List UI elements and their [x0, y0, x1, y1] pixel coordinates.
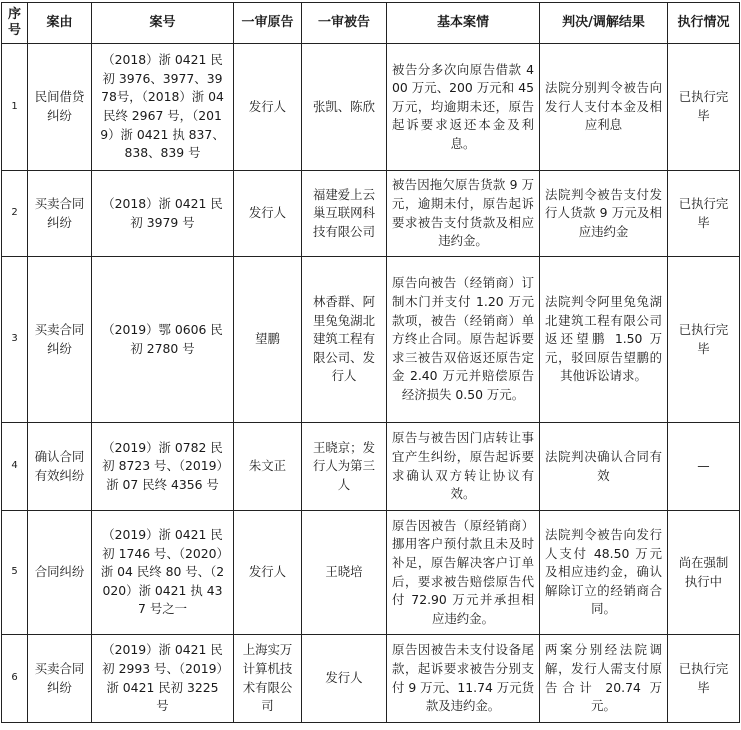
cell-basic: 原告向被告（经销商）订制木门并支付 1.20 万元款项，被告（经销商）单方终止合同。原告起诉要求三被告双倍返还原告定金 2.40 万元并赔偿原告经济损失 0.50 万元。 — [387, 257, 540, 423]
table-row — [2, 44, 740, 171]
cell-case-no: （2018）浙 0421 民初 3979 号 — [92, 171, 234, 257]
header-cause: 案由 — [28, 3, 92, 44]
cell-execution: 已执行完毕 — [668, 635, 740, 723]
header-defendant: 一审被告 — [302, 3, 387, 44]
cell-judgement: 法院判决确认合同有效 — [540, 423, 668, 511]
cell-case-no: （2019）浙 0421 民初 1746 号、（2020）浙 04 民终 80 号、（2020）浙 0421 执 437 号之一 — [92, 511, 234, 635]
cell-basic: 原告因被告（原经销商）挪用客户预付款且未及时补足，原告解决客户订单后，要求被告赔偿原告代付 72.90 万元并承担相应违约金。 — [387, 511, 540, 635]
cell-seq: 2 — [2, 171, 28, 257]
cell-execution: 已执行完毕 — [668, 257, 740, 423]
cell-cause: 买卖合同纠纷 — [28, 257, 92, 423]
cell-plaintiff: 发行人 — [234, 511, 302, 635]
cell-defendant: 发行人 — [302, 635, 387, 723]
table-header-row — [2, 3, 740, 44]
cell-execution: 已执行完毕 — [668, 171, 740, 257]
cell-seq: 3 — [2, 257, 28, 423]
cell-basic: 被告因拖欠原告货款 9 万元，逾期未付，原告起诉要求被告支付货款及相应违约金。 — [387, 171, 540, 257]
cell-case-no: （2019）浙 0782 民初 8723 号、（2019）浙 07 民终 4356 号 — [92, 423, 234, 511]
cell-seq: 5 — [2, 511, 28, 635]
cell-seq: 1 — [2, 44, 28, 171]
header-plaintiff: 一审原告 — [234, 3, 302, 44]
cell-defendant: 王晓京；发行人为第三人 — [302, 423, 387, 511]
cell-defendant: 福建爱上云巢互联网科技有限公司 — [302, 171, 387, 257]
cell-judgement: 法院分别判令被告向发行人支付本金及相应利息 — [540, 44, 668, 171]
cell-basic: 原告因被告未支付设备尾款，起诉要求被告分别支付 9 万元、11.74 万元货款及违约金。 — [387, 635, 540, 723]
table-row — [2, 511, 740, 635]
cell-case-no: （2018）浙 0421 民初 3976、3977、3978号，（2018）浙 04民终 2967 号，（2019）浙 0421 执 837、838、839 号 — [92, 44, 234, 171]
cell-case-no: （2019）浙 0421 民初 2993 号、（2019）浙 0421 民初 3225 号 — [92, 635, 234, 723]
cell-cause: 买卖合同纠纷 — [28, 635, 92, 723]
cell-seq: 4 — [2, 423, 28, 511]
cell-cause: 民间借贷纠纷 — [28, 44, 92, 171]
table-row — [2, 423, 740, 511]
header-judgement: 判决/调解结果 — [540, 3, 668, 44]
cell-judgement: 法院判令被告向发行人支付 48.50 万元及相应违约金，确认解除订立的经销商合同。 — [540, 511, 668, 635]
cell-judgement: 法院判令被告支付发行人货款 9 万元及相应违约金 — [540, 171, 668, 257]
cell-plaintiff: 发行人 — [234, 171, 302, 257]
cell-defendant: 王晓培 — [302, 511, 387, 635]
cell-plaintiff: 朱文正 — [234, 423, 302, 511]
cell-judgement: 法院判令阿里兔兔湖北建筑工程有限公司返还望鹏 1.50 万元，驳回原告望鹏的其他诉讼请求。 — [540, 257, 668, 423]
cell-execution: — — [668, 423, 740, 511]
cell-cause: 确认合同有效纠纷 — [28, 423, 92, 511]
cell-execution: 尚在强制执行中 — [668, 511, 740, 635]
cell-cause: 合同纠纷 — [28, 511, 92, 635]
table-row — [2, 635, 740, 723]
header-case-no: 案号 — [92, 3, 234, 44]
cell-plaintiff: 望鹏 — [234, 257, 302, 423]
cell-defendant: 张凯、陈欣 — [302, 44, 387, 171]
cell-basic: 被告分多次向原告借款 400 万元、200 万元和 45 万元，均逾期未还，原告起诉要求返还本金及利息。 — [387, 44, 540, 171]
cell-defendant: 林香群、阿里兔兔湖北建筑工程有限公司、发行人 — [302, 257, 387, 423]
cell-basic: 原告与被告因门店转让事宜产生纠纷，原告起诉要求确认双方转让协议有效。 — [387, 423, 540, 511]
header-basic: 基本案情 — [387, 3, 540, 44]
litigation-table — [1, 2, 740, 723]
header-execution: 执行情况 — [668, 3, 740, 44]
header-seq: 序号 — [2, 3, 28, 44]
cell-cause: 买卖合同纠纷 — [28, 171, 92, 257]
cell-case-no: （2019）鄂 0606 民初 2780 号 — [92, 257, 234, 423]
cell-plaintiff: 上海实万计算机技术有限公司 — [234, 635, 302, 723]
cell-plaintiff: 发行人 — [234, 44, 302, 171]
table-row — [2, 171, 740, 257]
table-row — [2, 257, 740, 423]
cell-execution: 已执行完毕 — [668, 44, 740, 171]
cell-seq: 6 — [2, 635, 28, 723]
cell-judgement: 两案分别经法院调解，发行人需支付原告合计 20.74 万元。 — [540, 635, 668, 723]
